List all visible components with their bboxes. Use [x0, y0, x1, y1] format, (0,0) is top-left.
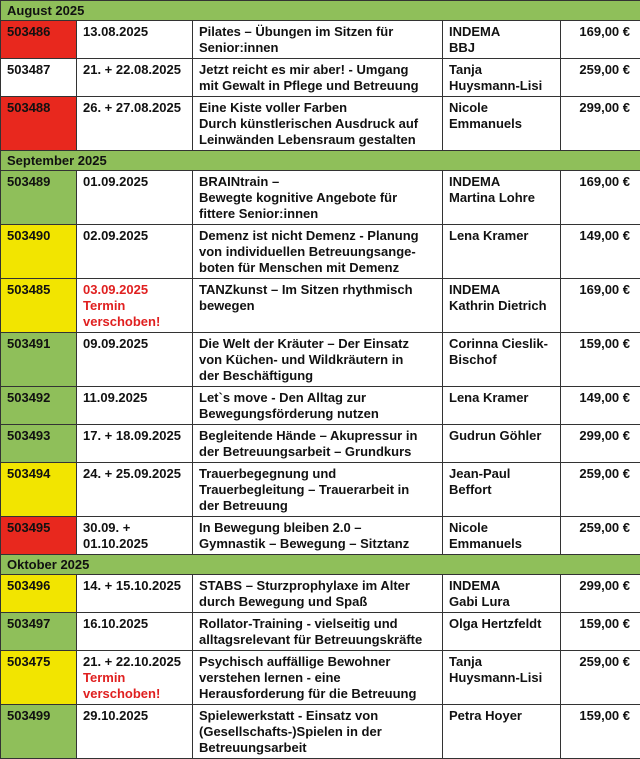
course-title-line: durch Bewegung und Spaß	[199, 594, 436, 610]
course-trainer-line: Lena Kramer	[449, 228, 554, 244]
course-title-line: Spielewerkstatt - Einsatz von	[199, 708, 436, 724]
course-row	[1, 59, 640, 97]
month-header-row	[1, 1, 640, 21]
course-title-cell	[193, 425, 443, 463]
course-title-line: (Gesellschafts-)Spielen in der	[199, 724, 436, 740]
course-title-cell	[193, 463, 443, 517]
course-title-line: boten für Menschen mit Demenz	[199, 260, 436, 276]
course-trainer-cell	[443, 21, 561, 59]
course-title-line: der Betreuungsarbeit – Grundkurs	[199, 444, 436, 460]
course-title-cell	[193, 333, 443, 387]
course-title-line: Demenz ist nicht Demenz - Planung	[199, 228, 436, 244]
month-heading: September 2025	[1, 151, 640, 171]
course-price: 299,00 €	[561, 97, 640, 151]
course-number: 503488	[1, 97, 77, 151]
course-date: 21. + 22.10.2025	[83, 654, 186, 670]
course-trainer-line: Emmanuels	[449, 116, 554, 132]
course-date: 17. + 18.09.2025	[83, 428, 186, 444]
course-date-cell	[77, 97, 193, 151]
course-trainer-line: INDEMA	[449, 174, 554, 190]
course-title-line: STABS – Sturzprophylaxe im Alter	[199, 578, 436, 594]
course-title-line: In Bewegung bleiben 2.0 –	[199, 520, 436, 536]
course-row	[1, 333, 640, 387]
course-row	[1, 97, 640, 151]
course-title-line: Bewegte kognitive Angebote für	[199, 190, 436, 206]
course-date: 30.09. +	[83, 520, 186, 536]
course-row	[1, 171, 640, 225]
course-title-cell	[193, 705, 443, 759]
course-trainer-line: Petra Hoyer	[449, 708, 554, 724]
course-price: 169,00 €	[561, 171, 640, 225]
course-price: 149,00 €	[561, 225, 640, 279]
course-number: 503495	[1, 517, 77, 555]
rescheduled-note: Termin	[83, 298, 186, 314]
course-date-cell	[77, 425, 193, 463]
course-trainer-line: Tanja	[449, 654, 554, 670]
course-row	[1, 387, 640, 425]
course-row	[1, 279, 640, 333]
month-header-row	[1, 151, 640, 171]
course-date: 24. + 25.09.2025	[83, 466, 186, 482]
rescheduled-note: 03.09.2025	[83, 282, 186, 298]
course-price: 149,00 €	[561, 387, 640, 425]
course-date: 01.09.2025	[83, 174, 186, 190]
course-row	[1, 425, 640, 463]
course-trainer-cell	[443, 97, 561, 151]
course-title-line: Leinwänden Lebensraum gestalten	[199, 132, 436, 148]
course-title-line: Durch künstlerischen Ausdruck auf	[199, 116, 436, 132]
course-title-line: Begleitende Hände – Akupressur in	[199, 428, 436, 444]
month-header-row	[1, 555, 640, 575]
course-date-cell	[77, 21, 193, 59]
course-price: 159,00 €	[561, 613, 640, 651]
course-title-line: von individuellen Betreuungsange-	[199, 244, 436, 260]
course-title-line: Die Welt der Kräuter – Der Einsatz	[199, 336, 436, 352]
course-trainer-line: Martina Lohre	[449, 190, 554, 206]
course-date-cell	[77, 575, 193, 613]
course-trainer-cell	[443, 651, 561, 705]
course-title-line: Psychisch auffällige Bewohner	[199, 654, 436, 670]
course-title-line: verstehen lernen - eine	[199, 670, 436, 686]
course-trainer-line: Beffort	[449, 482, 554, 498]
course-title-line: der Beschäftigung	[199, 368, 436, 384]
course-number: 503499	[1, 705, 77, 759]
course-date-cell	[77, 463, 193, 517]
course-trainer-cell	[443, 59, 561, 97]
course-number: 503493	[1, 425, 77, 463]
course-trainer-line: Gudrun Göhler	[449, 428, 554, 444]
course-title-line: alltagsrelevant für Betreuungskräfte	[199, 632, 436, 648]
course-price: 159,00 €	[561, 705, 640, 759]
course-title-line: Gymnastik – Bewegung – Sitztanz	[199, 536, 436, 552]
course-price: 169,00 €	[561, 21, 640, 59]
course-date-cell	[77, 387, 193, 425]
course-trainer-cell	[443, 575, 561, 613]
course-date: 21. + 22.08.2025	[83, 62, 186, 78]
course-date-cell	[77, 613, 193, 651]
course-trainer-line: Huysmann-Lisi	[449, 78, 554, 94]
course-date: 13.08.2025	[83, 24, 186, 40]
course-trainer-cell	[443, 333, 561, 387]
course-number: 503497	[1, 613, 77, 651]
course-row	[1, 613, 640, 651]
course-title-line: TANZkunst – Im Sitzen rhythmisch	[199, 282, 436, 298]
course-price: 259,00 €	[561, 463, 640, 517]
month-heading: Oktober 2025	[1, 555, 640, 575]
course-date: 29.10.2025	[83, 708, 186, 724]
course-title-cell	[193, 387, 443, 425]
course-price: 259,00 €	[561, 517, 640, 555]
course-row	[1, 21, 640, 59]
course-number: 503489	[1, 171, 77, 225]
course-trainer-cell	[443, 463, 561, 517]
course-price: 169,00 €	[561, 279, 640, 333]
course-date-cell	[77, 279, 193, 333]
course-title-line: Trauerbegleitung – Trauerarbeit in	[199, 482, 436, 498]
course-number: 503490	[1, 225, 77, 279]
course-date: 02.09.2025	[83, 228, 186, 244]
course-row	[1, 225, 640, 279]
course-title-line: mit Gewalt in Pflege und Betreuung	[199, 78, 436, 94]
course-trainer-line: INDEMA	[449, 282, 554, 298]
course-title-cell	[193, 59, 443, 97]
course-number: 503494	[1, 463, 77, 517]
course-date: 01.10.2025	[83, 536, 186, 552]
course-trainer-line: Kathrin Dietrich	[449, 298, 554, 314]
course-number: 503487	[1, 59, 77, 97]
course-title-line: BRAINtrain –	[199, 174, 436, 190]
course-trainer-line: Gabi Lura	[449, 594, 554, 610]
course-price: 299,00 €	[561, 575, 640, 613]
course-trainer-line: Corinna Cieslik-	[449, 336, 554, 352]
rescheduled-note: verschoben!	[83, 686, 186, 702]
course-title-line: Pilates – Übungen im Sitzen für	[199, 24, 436, 40]
course-title-line: Trauerbegegnung und	[199, 466, 436, 482]
course-trainer-line: INDEMA	[449, 578, 554, 594]
course-number: 503475	[1, 651, 77, 705]
course-title-line: der Betreuung	[199, 498, 436, 514]
course-title-line: Senior:innen	[199, 40, 436, 56]
course-title-cell	[193, 21, 443, 59]
course-number: 503492	[1, 387, 77, 425]
course-title-cell	[193, 651, 443, 705]
course-title-line: bewegen	[199, 298, 436, 314]
course-number: 503486	[1, 21, 77, 59]
course-trainer-cell	[443, 425, 561, 463]
course-trainer-cell	[443, 387, 561, 425]
course-number: 503485	[1, 279, 77, 333]
course-trainer-line: Huysmann-Lisi	[449, 670, 554, 686]
course-title-line: fittere Senior:innen	[199, 206, 436, 222]
course-title-cell	[193, 225, 443, 279]
course-trainer-line: Nicole	[449, 520, 554, 536]
course-title-line: Betreuungsarbeit	[199, 740, 436, 756]
course-date-cell	[77, 59, 193, 97]
course-title-line: von Küchen- und Wildkräutern in	[199, 352, 436, 368]
course-trainer-line: Nicole	[449, 100, 554, 116]
course-title-line: Eine Kiste voller Farben	[199, 100, 436, 116]
course-row	[1, 651, 640, 705]
course-title-cell	[193, 279, 443, 333]
course-date-cell	[77, 333, 193, 387]
course-title-line: Let`s move - Den Alltag zur	[199, 390, 436, 406]
month-heading: August 2025	[1, 1, 640, 21]
course-number: 503491	[1, 333, 77, 387]
course-price: 299,00 €	[561, 425, 640, 463]
course-trainer-cell	[443, 705, 561, 759]
course-title-cell	[193, 575, 443, 613]
course-trainer-line: BBJ	[449, 40, 554, 56]
course-date: 09.09.2025	[83, 336, 186, 352]
course-trainer-cell	[443, 517, 561, 555]
course-row	[1, 463, 640, 517]
course-price: 159,00 €	[561, 333, 640, 387]
course-trainer-line: Jean-Paul	[449, 466, 554, 482]
course-date-cell	[77, 171, 193, 225]
course-title-line: Rollator-Training - vielseitig und	[199, 616, 436, 632]
course-trainer-line: Lena Kramer	[449, 390, 554, 406]
course-date-cell	[77, 517, 193, 555]
course-date: 26. + 27.08.2025	[83, 100, 186, 116]
course-trainer-line: Tanja	[449, 62, 554, 78]
course-number: 503496	[1, 575, 77, 613]
course-row	[1, 705, 640, 759]
course-trainer-line: Emmanuels	[449, 536, 554, 552]
course-trainer-line: INDEMA	[449, 24, 554, 40]
course-trainer-line: Olga Hertzfeldt	[449, 616, 554, 632]
rescheduled-note: verschoben!	[83, 314, 186, 330]
course-title-line: Jetzt reicht es mir aber! - Umgang	[199, 62, 436, 78]
course-trainer-cell	[443, 279, 561, 333]
course-price: 259,00 €	[561, 59, 640, 97]
course-price: 259,00 €	[561, 651, 640, 705]
course-title-cell	[193, 613, 443, 651]
rescheduled-note: Termin	[83, 670, 186, 686]
course-trainer-cell	[443, 613, 561, 651]
course-row	[1, 575, 640, 613]
course-date: 14. + 15.10.2025	[83, 578, 186, 594]
course-row	[1, 517, 640, 555]
course-date-cell	[77, 651, 193, 705]
course-title-line: Herausforderung für die Betreuung	[199, 686, 436, 702]
course-trainer-cell	[443, 171, 561, 225]
course-date-cell	[77, 225, 193, 279]
course-title-cell	[193, 171, 443, 225]
course-schedule-body	[1, 1, 640, 759]
course-date: 11.09.2025	[83, 390, 186, 406]
course-date-cell	[77, 705, 193, 759]
course-title-line: Bewegungsförderung nutzen	[199, 406, 436, 422]
course-title-cell	[193, 517, 443, 555]
course-trainer-cell	[443, 225, 561, 279]
course-title-cell	[193, 97, 443, 151]
course-trainer-line: Bischof	[449, 352, 554, 368]
course-date: 16.10.2025	[83, 616, 186, 632]
